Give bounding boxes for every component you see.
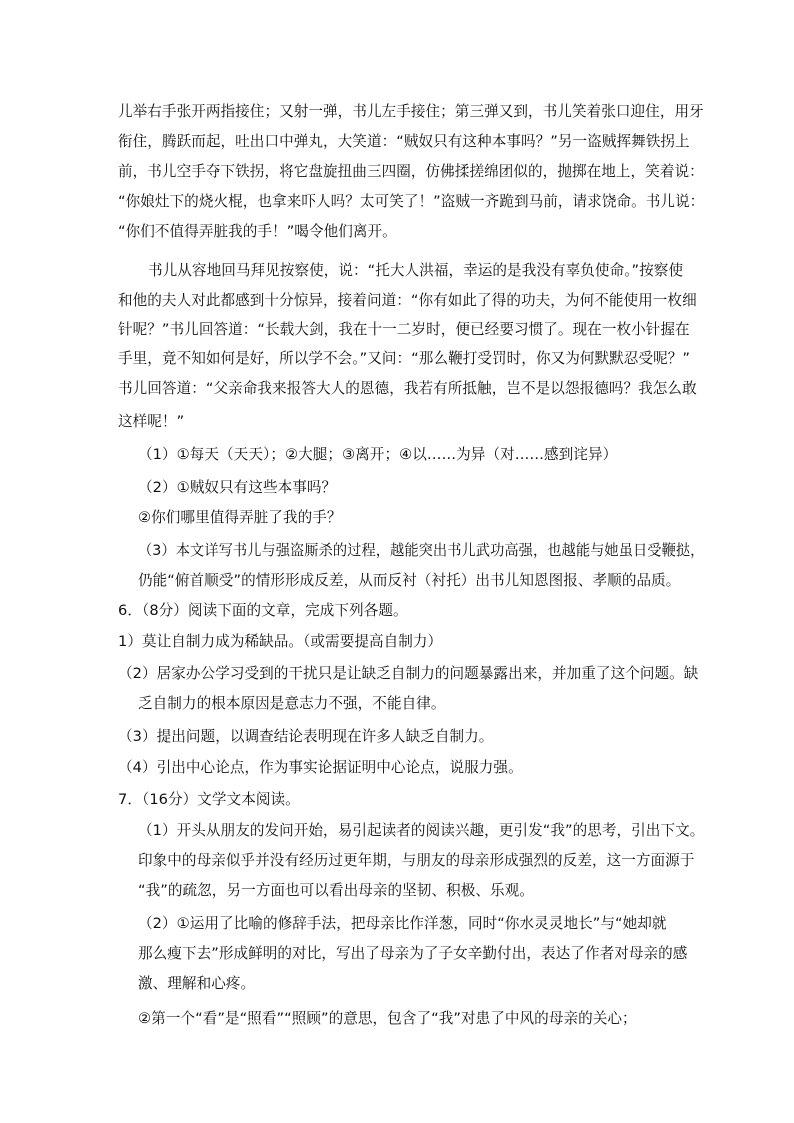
text-line: 儿举右手张开两指接住；又射一弹，书儿左手接住；第三弹又到，书儿笑着张口迎住，用牙 bbox=[118, 103, 704, 120]
answer-line: 激、理解和心疼。 bbox=[138, 975, 256, 992]
text-line: “你们不值得弄脏我的手！”喝令他们离开。 bbox=[118, 223, 397, 240]
text-line: 手里，竟不知如何是好，所以学不会。”又问：“那么鞭打受罚时，你又为何默默忍受呢？” bbox=[118, 350, 690, 367]
question-heading: 6．（8分）阅读下面的文章，完成下列各题。 bbox=[118, 602, 408, 619]
text-line: 和他的夫人对此都感到十分惊异，接着问道：“你有如此了得的功夫，为何不能使用一枚细 bbox=[118, 292, 697, 309]
answer-line: “我”的疏忽，另一方面也可以看出母亲的坚韧、积极、乐观。 bbox=[138, 882, 534, 899]
answer-line: 1）莫让自制力成为稀缺品。（或需要提高自制力） bbox=[118, 633, 443, 650]
answer-line: ②你们哪里值得弄脏了我的手？ bbox=[138, 509, 342, 526]
text-line: 书儿回答道：“父亲命我来报答大人的恩德，我若有所抵触，岂不是以怨报德吗？我怎么敢 bbox=[118, 380, 697, 397]
answer-line: （1）①每天（天天）；②大腿；③离开；④以……为异（对……感到诧异） bbox=[138, 446, 618, 463]
answer-line: 印象中的母亲似乎并没有经历过更年期，与朋友的母亲形成强烈的反差，这一方面源于 bbox=[138, 852, 695, 869]
answer-line: 那么瘦下去”形成鲜明的对比，写出了母亲为了子女辛勤付出，表达了作者对母亲的感 bbox=[138, 945, 688, 962]
question-heading: 7．（16分）文学文本阅读。 bbox=[118, 791, 300, 808]
text-line: 针呢？”书儿回答道：“长载大剑，我在十一二岁时，便已经要习惯了。现在一枚小针握在 bbox=[118, 321, 690, 338]
answer-line: （4）引出中心论点，作为事实论据证明中心论点，说服力强。 bbox=[118, 759, 523, 776]
answer-line: （3）本文详写书儿与强盗厮杀的过程，越能突出书儿武功高强，也越能与她虽日受鞭挞， bbox=[138, 542, 705, 559]
answer-line: （2）居家办公学习受到的干扰只是让缺乏自制力的问题暴露出来，并加重了这个问题。缺 bbox=[118, 665, 699, 682]
text-line: 书儿从容地回马拜见按察使，说：“托大人洪福，幸运的是我没有辜负使命。”按察使 bbox=[148, 262, 684, 279]
answer-line: 仍能“俯首顺受”的情形形成反差，从而反衬（衬托）出书儿知恩图报、孝顺的品质。 bbox=[138, 572, 681, 589]
text-line: 前，书儿空手夺下铁拐，将它盘旋扭曲三四圈，仿佛揉搓绵团似的，抛掷在地上，笑着说： bbox=[118, 163, 704, 180]
answer-line: （1）开头从朋友的发问开始，易引起读者的阅读兴趣，更引发“我”的思考，引出下文。 bbox=[138, 822, 705, 839]
answer-line: （2）①运用了比喻的修辞手法，把母亲比作洋葱，同时“你水灵灵地长”与“她却就 bbox=[138, 915, 667, 932]
answer-line: ②第一个“看”是“照看”“照顾”的意思，包含了“我”对患了中风的母亲的关心； bbox=[138, 1010, 637, 1027]
answer-line: （2）①贼奴只有这些本事吗？ bbox=[138, 479, 337, 496]
text-line: 这样呢！” bbox=[118, 413, 185, 430]
answer-line: 乏自制力的根本原因是意志力不强，不能自律。 bbox=[138, 695, 446, 712]
text-line: 衔住，腾跃而起，吐出口中弹丸，大笑道：“贼奴只有这种本事吗？”另一盗贼挥舞铁拐上 bbox=[118, 133, 690, 150]
text-line: “你娘灶下的烧火棍，也拿来吓人吗？太可笑了！”盗贼一齐跪到马前，请求饶命。书儿说： bbox=[118, 193, 705, 210]
answer-line: （3）提出问题，以调查结论表明现在许多人缺乏自制力。 bbox=[118, 728, 494, 745]
